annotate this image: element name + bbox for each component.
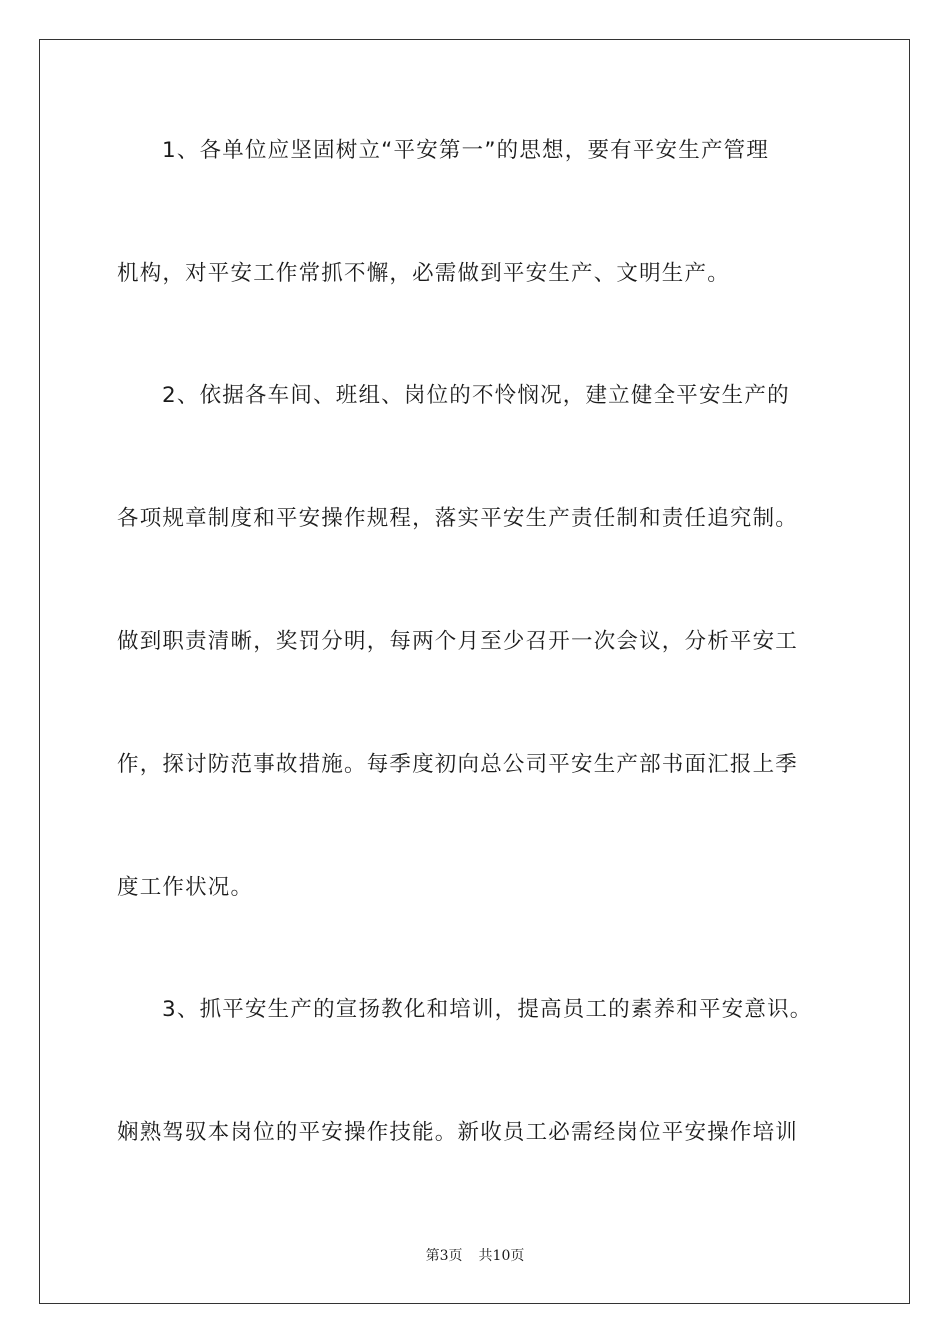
page-number-current: 第3页 <box>425 1248 463 1264</box>
page-border <box>39 39 910 1304</box>
paragraph-3-line-2: 娴熟驾驭本岗位的平安操作技能。新收员工必需经岗位平安操作培训 <box>117 1120 799 1145</box>
paragraph-1-line-2: 机构，对平安工作常抓不懈，必需做到平安生产、文明生产。 <box>117 261 730 286</box>
paragraph-2-line-4: 作，探讨防范事故措施。每季度初向总公司平安生产部书面汇报上季 <box>117 752 799 777</box>
paragraph-2-line-3: 做到职责清晰，奖罚分明，每两个月至少召开一次会议，分析平安工 <box>117 629 799 654</box>
paragraph-1-line-1: 1、各单位应坚固树立“平安第一”的思想，要有平安生产管理 <box>162 138 770 163</box>
paragraph-2-line-1: 2、依据各车间、班组、岗位的不怜悯况，建立健全平安生产的 <box>162 383 790 408</box>
page-footer <box>0 1247 950 1265</box>
paragraph-2-line-2: 各项规章制度和平安操作规程，落实平安生产责任制和责任追究制。 <box>117 506 799 531</box>
paragraph-3-line-1: 3、抓平安生产的宣扬教化和培训，提高员工的素养和平安意识。 <box>162 997 813 1022</box>
paragraph-2-line-5: 度工作状况。 <box>117 875 254 900</box>
page-number-total: 共10页 <box>478 1248 525 1264</box>
